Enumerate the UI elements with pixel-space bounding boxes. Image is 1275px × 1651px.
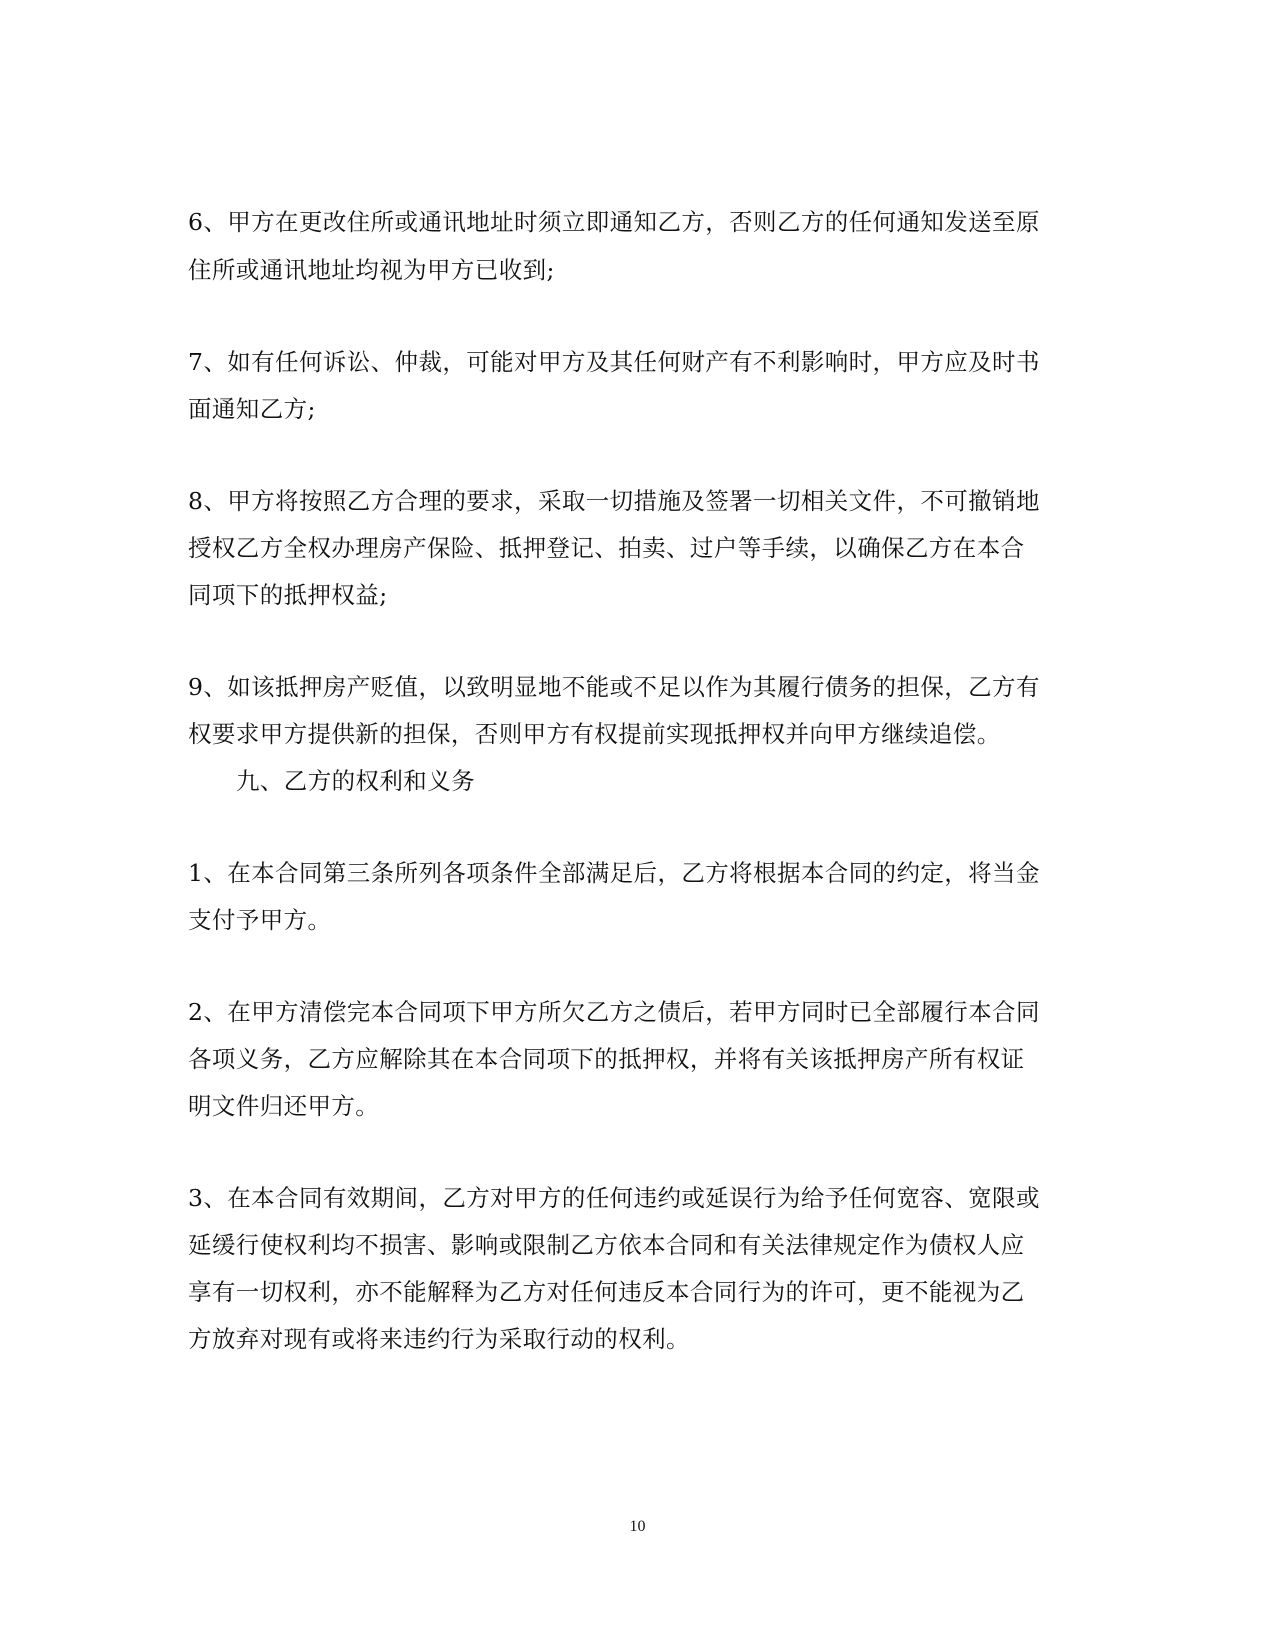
text-line: 各项义务，乙方应解除其在本合同项下的抵押权，并将有关该抵押房产所有权证 (188, 1045, 1025, 1073)
text-line: 7、如有任何诉讼、仲裁，可能对甲方及其任何财产有不利影响时，甲方应及时书 (188, 348, 1040, 376)
text-line: 延缓行使权利均不损害、影响或限制乙方依本合同和有关法律规定作为债权人应 (188, 1231, 1025, 1259)
text-line: 支付予甲方。 (188, 906, 332, 934)
page-number: 10 (629, 1518, 646, 1535)
text-line: 明文件归还甲方。 (188, 1092, 380, 1120)
section-heading: 九、乙方的权利和义务 (236, 767, 475, 795)
text-line: 同项下的抵押权益; (188, 581, 388, 609)
text-line: 权要求甲方提供新的担保，否则甲方有权提前实现抵押权并向甲方继续追偿。 (188, 720, 1001, 748)
text-line: 6、甲方在更改住所或通讯地址时须立即通知乙方，否则乙方的任何通知发送至原 (188, 208, 1040, 236)
text-line: 方放弃对现有或将来违约行为采取行动的权利。 (188, 1325, 690, 1353)
text-line: 授权乙方全权办理房产保险、抵押登记、拍卖、过户等手续，以确保乙方在本合 (188, 534, 1025, 562)
text-line: 1、在本合同第三条所列各项条件全部满足后，乙方将根据本合同的约定，将当金 (188, 859, 1040, 887)
text-line: 享有一切权利，亦不能解释为乙方对任何违反本合同行为的许可，更不能视为乙 (188, 1278, 1025, 1306)
text-line: 8、甲方将按照乙方合理的要求，采取一切措施及签署一切相关文件，不可撤销地 (188, 487, 1040, 515)
text-line: 面通知乙方; (188, 395, 316, 423)
text-line: 2、在甲方清偿完本合同项下甲方所欠乙方之债后，若甲方同时已全部履行本合同 (188, 998, 1040, 1026)
text-line: 3、在本合同有效期间，乙方对甲方的任何违约或延误行为给予任何宽容、宽限或 (188, 1184, 1040, 1212)
text-line: 9、如该抵押房产贬值，以致明显地不能或不足以作为其履行债务的担保，乙方有 (188, 673, 1040, 701)
text-line: 住所或通讯地址均视为甲方已收到; (188, 256, 555, 284)
